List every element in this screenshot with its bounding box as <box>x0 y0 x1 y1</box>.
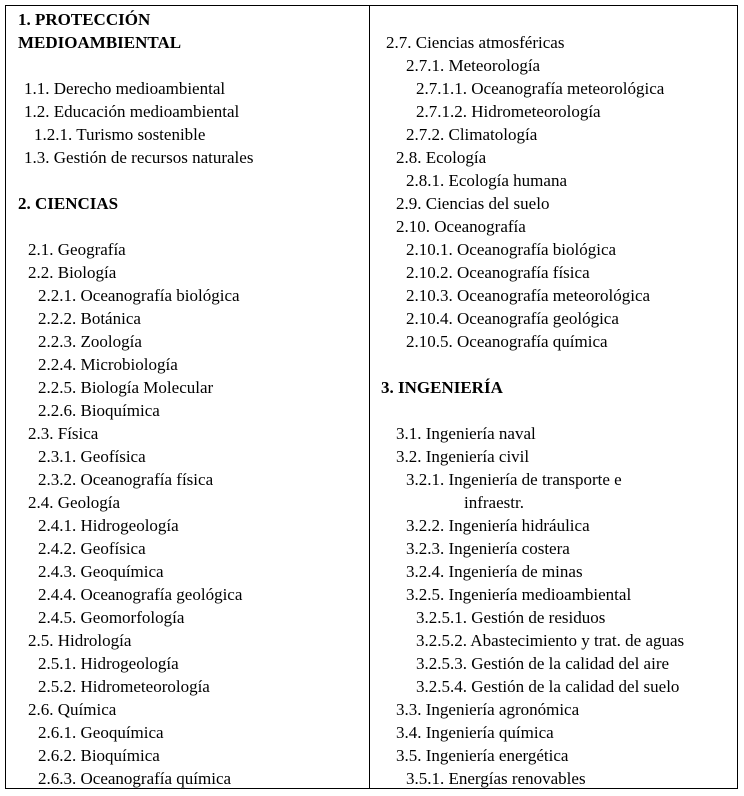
outline-item: 2.2.3. Zoología <box>38 332 142 351</box>
section-heading: MEDIOAMBIENTAL <box>18 33 182 52</box>
section-heading: 1. PROTECCIÓN <box>18 10 151 29</box>
outline-item: 3.2.2. Ingeniería hidráulica <box>406 516 590 535</box>
outline-item: 2.6.3. Oceanografía química <box>38 769 232 788</box>
outline-item: 2.10.1. Oceanografía biológica <box>406 240 617 259</box>
outline-item: 2.5. Hidrología <box>28 631 132 650</box>
left-column <box>18 8 363 790</box>
outline-item: 2.10.3. Oceanografía meteorológica <box>406 286 651 305</box>
outline-item: 2.10. Oceanografía <box>396 217 526 236</box>
outline-item: 3.3. Ingeniería agronómica <box>396 700 580 719</box>
right-column <box>381 8 735 790</box>
outline-item: 2.7. Ciencias atmosféricas <box>386 33 565 52</box>
outline-item: infraestr. <box>464 493 524 512</box>
outline-item: 2.4.2. Geofísica <box>38 539 146 558</box>
outline-item: 3.5. Ingeniería energética <box>396 746 569 765</box>
outline-item: 2.3.1. Geofísica <box>38 447 146 466</box>
outline-item: 2.10.5. Oceanografía química <box>406 332 608 351</box>
outline-item: 2.4.4. Oceanografía geológica <box>38 585 243 604</box>
outline-item: 3.5.1. Energías renovables <box>406 769 586 788</box>
spacer-line <box>381 353 735 376</box>
outline-item: 2.6. Química <box>28 700 117 719</box>
outline-item: 3.2.3. Ingeniería costera <box>406 539 570 558</box>
outline-item: 3.2.5.1. Gestión de residuos <box>416 608 606 627</box>
outline-item: 2.7.1.1. Oceanografía meteorológica <box>416 79 665 98</box>
outline-item: 2.7.2. Climatología <box>406 125 538 144</box>
outline-item: 3.2.5.3. Gestión de la calidad del aire <box>416 654 670 673</box>
outline-item: 3.2.1. Ingeniería de transporte e <box>406 470 622 489</box>
outline-item: 1.1. Derecho medioambiental <box>24 79 226 98</box>
outline-item: 2.7.1. Meteorología <box>406 56 541 75</box>
outline-item: 3.2.5. Ingeniería medioambiental <box>406 585 632 604</box>
outline-item: 3.2.5.4. Gestión de la calidad del suelo <box>416 677 680 696</box>
outline-item: 2.4.3. Geoquímica <box>38 562 164 581</box>
outline-item: 2.2.5. Biología Molecular <box>38 378 214 397</box>
outline-item: 2.10.2. Oceanografía física <box>406 263 590 282</box>
outline-item: 3.2. Ingeniería civil <box>396 447 530 466</box>
section-heading: 3. INGENIERÍA <box>381 378 503 397</box>
outline-item: 3.4. Ingeniería química <box>396 723 554 742</box>
outline-item: 2.4. Geología <box>28 493 121 512</box>
outline-item: 1.2.1. Turismo sostenible <box>34 125 206 144</box>
outline-item: 2.2.6. Bioquímica <box>38 401 160 420</box>
outline-item: 2.3.2. Oceanografía física <box>38 470 214 489</box>
outline-item: 2.2. Biología <box>28 263 117 282</box>
outline-item: 2.10.4. Oceanografía geológica <box>406 309 619 328</box>
outline-item: 2.3. Física <box>28 424 99 443</box>
outline-item: 2.8.1. Ecología humana <box>406 171 567 190</box>
outline-item: 2.8. Ecología <box>396 148 487 167</box>
column-divider <box>369 6 370 788</box>
outline-item: 3.1. Ingeniería naval <box>396 424 536 443</box>
outline-table <box>5 5 738 789</box>
outline-item: 1.3. Gestión de recursos naturales <box>24 148 254 167</box>
outline-item: 3.2.4. Ingeniería de minas <box>406 562 583 581</box>
outline-item: 2.5.2. Hidrometeorología <box>38 677 210 696</box>
outline-item: 2.2.1. Oceanografía biológica <box>38 286 240 305</box>
spacer-line <box>18 215 363 238</box>
spacer-line <box>381 399 735 422</box>
spacer-line <box>381 8 735 31</box>
outline-item: 2.2.4. Microbiología <box>38 355 178 374</box>
outline-item: 2.1. Geografía <box>28 240 126 259</box>
outline-item: 2.9. Ciencias del suelo <box>396 194 550 213</box>
outline-item: 2.6.1. Geoquímica <box>38 723 164 742</box>
outline-item: 2.7.1.2. Hidrometeorología <box>416 102 601 121</box>
outline-item: 2.6.2. Bioquímica <box>38 746 160 765</box>
section-heading: 2. CIENCIAS <box>18 194 119 213</box>
outline-item: 2.4.1. Hidrogeología <box>38 516 179 535</box>
spacer-line <box>18 54 363 77</box>
outline-item: 2.4.5. Geomorfología <box>38 608 185 627</box>
outline-item: 3.2.5.2. Abastecimiento y trat. de aguas <box>416 631 685 650</box>
outline-item: 2.5.1. Hidrogeología <box>38 654 179 673</box>
outline-item: 1.2. Educación medioambiental <box>24 102 240 121</box>
spacer-line <box>18 169 363 192</box>
outline-item: 2.2.2. Botánica <box>38 309 141 328</box>
